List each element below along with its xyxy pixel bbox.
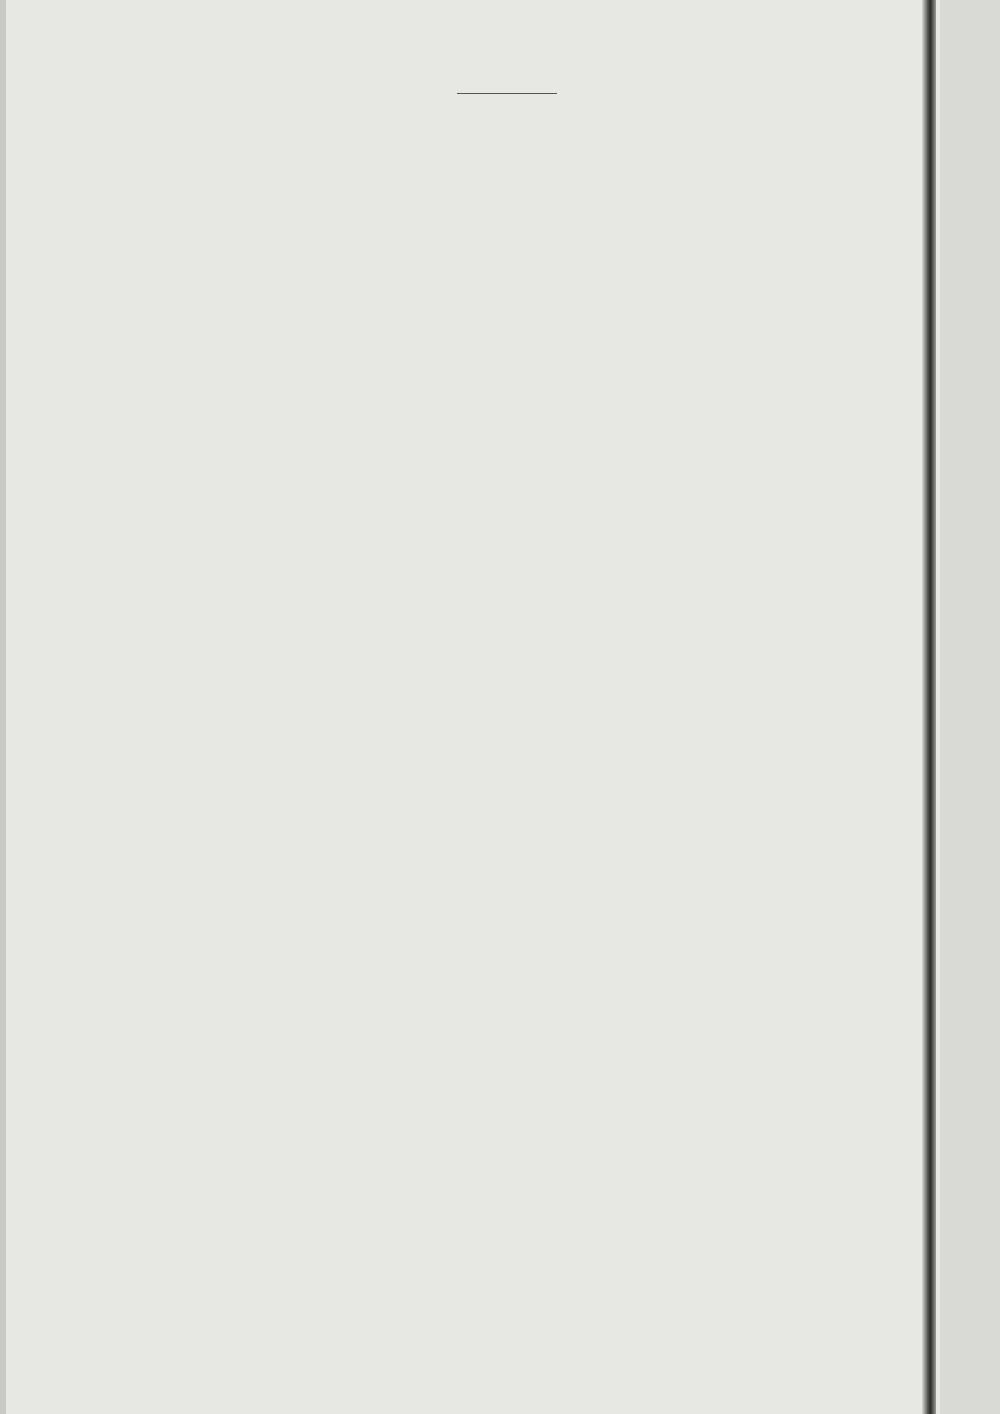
book-gutter: [922, 0, 936, 1414]
separator-rule: [457, 93, 557, 94]
page-header: [92, 10, 922, 54]
top-aufsichtsrat-line: [92, 64, 922, 83]
page-left-edge: [0, 0, 6, 1414]
entry-continued: [92, 64, 922, 83]
page-content: [92, 10, 922, 104]
adjacent-page-fragment: [940, 0, 1000, 1414]
